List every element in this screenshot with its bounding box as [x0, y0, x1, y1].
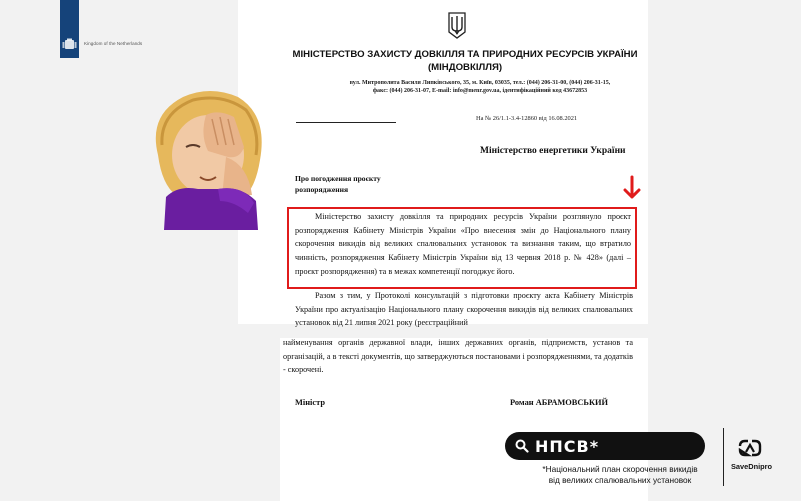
address-line-1: вул. Митрополита Василя Липківського, 35, м. Київ, 03035, тел.: (044) 206-31-00, (044) 206-31-15, [349, 80, 611, 86]
netherlands-crest-icon [62, 38, 77, 52]
subject-line-1: Про погодження проєкту [295, 174, 381, 183]
subject-line-2: розпорядження [295, 185, 349, 194]
npsv-tag [505, 432, 705, 460]
blank-date-line [296, 122, 396, 123]
addressee: Міністерство енергетики України [480, 146, 626, 156]
paragraph-3: найменування органів державної влади, інших державних органів, підприємств, установ та організацій, а в тексті документів, що затверджуються постановами і розпорядженнями, та додатків - скорочені. [283, 338, 633, 375]
sign-name: Роман АБРАМОВСЬКИЙ [510, 398, 609, 407]
ministry-address [330, 79, 630, 95]
arrow-down-icon [623, 175, 641, 201]
sign-position: Міністр [295, 398, 325, 407]
ministry-title-line-2: (МІНДОВКІЛЛЯ) [427, 62, 503, 73]
letter-subject [295, 173, 435, 195]
reference-number: На № 26/1.1-3.4-12860 від 16.08.2021 [476, 115, 578, 122]
brand-name: SaveDnipro [731, 462, 773, 471]
ukraine-trident-icon [446, 10, 468, 40]
footnote-line-2: від великих спалювальних установок [548, 474, 692, 485]
paragraph-2: Разом з тим, у Протоколі консультацій з підготовки проєкту акта Кабінету Міністрів України про актуалізацію Національного плану скорочення викидів від великих спалювальних установок від 21 липня 2021 року (реєстраційний [295, 291, 633, 328]
ministry-title-line-1: МІНІСТЕРСТВО ЗАХИСТУ ДОВКІЛЛЯ ТА ПРИРОДНИХ РЕСУРСІВ УКРАЇНИ [292, 49, 638, 60]
tag-label: НПСВ* [535, 436, 600, 456]
divider [723, 428, 724, 486]
footnote-line-1: *Національний план скорочення викидів [542, 464, 698, 474]
ministry-title [290, 48, 640, 74]
savednipro-logo-icon [737, 438, 763, 460]
netherlands-text: Kingdom of the Netherlands [84, 41, 143, 46]
address-line-2: факс: (044) 206-31-07, E-mail: info@menr.gov.ua, ідентифікаційний код 43672853 [372, 88, 588, 94]
tag-footnote [520, 464, 720, 485]
background-left [0, 0, 238, 501]
paragraph-1: Міністерство захисту довкілля та природних ресурсів України розглянуло проєкт розпорядження Кабінету Міністрів України «Про внесення змін до Національного плану скорочення викидів від великих спалювальних установок та визнання таким, що втратило чинність, розпорядження Кабінету Міністрів України від 13 червня 2018 р. № 428» (далі – проєкт розпорядження) та в межах компетенції погоджує його. [295, 212, 631, 276]
background-right [648, 0, 801, 501]
facepalm-emoji-icon [148, 85, 273, 230]
search-icon [515, 439, 529, 453]
